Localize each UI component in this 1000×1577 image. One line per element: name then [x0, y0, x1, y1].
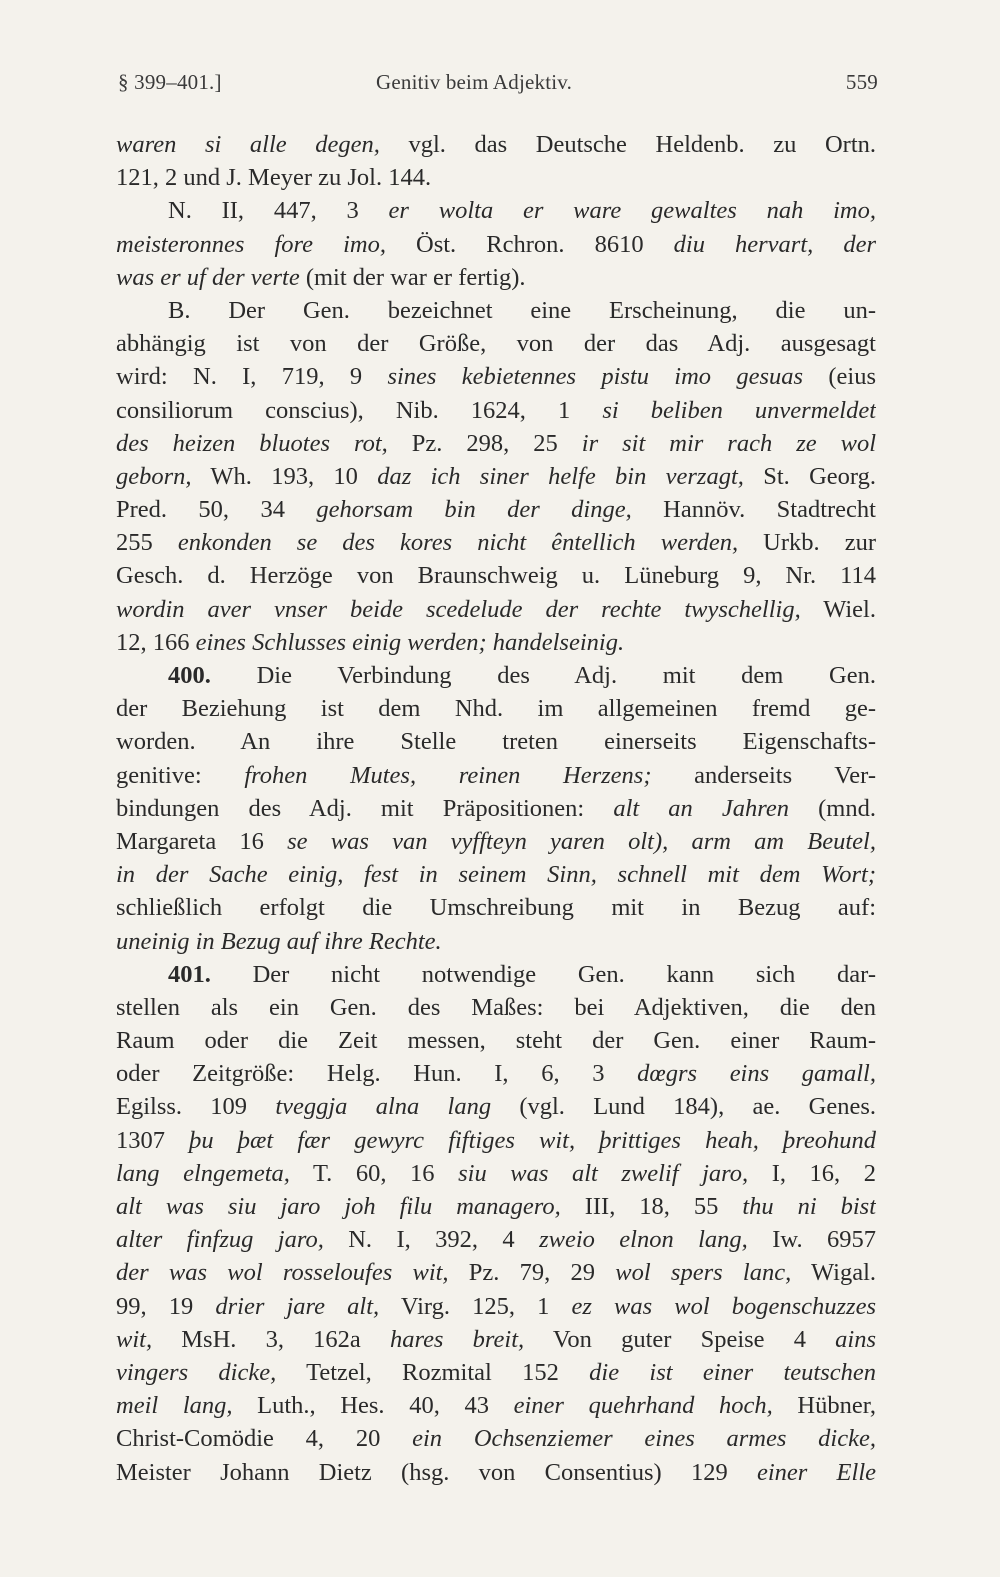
text-line	[116, 792, 876, 825]
italic-quotation: se was van vyffteyn yaren olt), arm am Beutel,	[287, 827, 876, 855]
italic-quotation: drier jare alt,	[215, 1292, 380, 1320]
text-line	[116, 958, 876, 991]
text-segment: Egilss. 109	[116, 1093, 276, 1121]
text-line	[116, 1090, 876, 1123]
text-line	[116, 891, 876, 924]
text-line	[116, 128, 876, 161]
italic-quotation: die ist einer teutschen	[589, 1358, 876, 1386]
text-line	[116, 460, 876, 493]
text-line	[116, 493, 876, 526]
text-segment: III, 18, 55	[560, 1193, 743, 1220]
text-segment: stellen als ein Gen. des Maßes: bei Adjektiven, die den	[116, 993, 876, 1021]
italic-quotation: der was wol rosseloufes wit,	[116, 1259, 449, 1287]
italic-quotation: er wolta er ware gewaltes nah imo,	[388, 197, 876, 225]
italic-quotation: hares breit,	[389, 1325, 525, 1353]
text-segment: Der nicht notwendige Gen. kann sich dar-	[210, 960, 876, 988]
italic-quotation: geborn,	[116, 462, 192, 490]
text-line	[116, 725, 876, 758]
text-segment: B. Der Gen. bezeichnet eine Erscheinung, die un-	[168, 296, 876, 324]
italic-quotation: ein Ochsenziemer eines armes dicke,	[412, 1425, 876, 1453]
text-segment: 255	[116, 529, 178, 557]
text-line	[116, 1456, 876, 1489]
italic-quotation: sines kebietennes pistu imo gesuas	[387, 363, 804, 391]
italic-quotation: gehorsam bin der dinge,	[316, 496, 632, 524]
text-line	[116, 294, 876, 327]
text-segment: Meister Johann Dietz (hsg. von Consentius) 129	[116, 1458, 757, 1486]
italic-quotation: lang elngemeta,	[116, 1159, 290, 1187]
text-segment: abhängig ist von der Größe, von der das Adj. ausgesagt	[116, 330, 876, 358]
text-line	[116, 1290, 876, 1323]
text-segment: (mnd.	[789, 794, 876, 822]
text-segment: Wh. 193, 10	[191, 462, 378, 490]
text-line	[116, 327, 876, 360]
italic-quotation: meil lang,	[116, 1392, 233, 1420]
text-line	[116, 593, 876, 626]
italic-quotation: daz ich siner helfe bin verzagt,	[377, 462, 744, 490]
text-segment: (eius	[803, 363, 876, 391]
text-segment: Tetzel, Rozmital 152	[276, 1358, 590, 1386]
text-segment: worden. An ihre Stelle treten einerseits Eigenschafts-	[116, 728, 876, 756]
italic-quotation: einer quehrhand hoch,	[513, 1392, 773, 1420]
text-segment: wird: N. I, 719, 9	[116, 363, 388, 391]
text-line	[116, 626, 876, 659]
text-segment: 99, 19	[116, 1292, 216, 1320]
text-line	[116, 659, 876, 692]
text-line	[116, 759, 876, 792]
text-line	[116, 1057, 876, 1090]
text-segment: Öst. Rchron. 8610	[385, 230, 674, 258]
italic-quotation: tveggja alna lang	[275, 1093, 492, 1121]
text-segment: anderseits Ver-	[651, 761, 876, 789]
text-line	[116, 825, 876, 858]
italic-quotation: enkonden se des kores nicht êntellich werden,	[177, 529, 739, 557]
text-segment: bindungen des Adj. mit Präpositionen:	[116, 794, 614, 822]
text-line	[116, 692, 876, 725]
text-segment: consiliorum conscius), Nib. 1624, 1	[116, 396, 603, 424]
text-segment: Iw. 6957	[747, 1226, 876, 1254]
italic-quotation: thu ni bist	[742, 1193, 876, 1220]
text-segment: 12, 166	[116, 628, 196, 656]
text-segment: Raum oder die Zeit messen, steht der Gen. einer Raum-	[116, 1027, 876, 1055]
text-line	[116, 1422, 876, 1455]
text-line	[116, 1356, 876, 1389]
text-segment: (vgl. Lund 184), ae. Genes.	[491, 1093, 876, 1121]
text-segment: Virg. 125, 1	[379, 1292, 572, 1320]
text-line	[116, 360, 876, 393]
italic-quotation: wit,	[116, 1325, 153, 1353]
text-line	[116, 228, 876, 261]
italic-quotation: si beliben unvermeldet	[602, 396, 876, 424]
italic-quotation: dœgrs eins gamall,	[637, 1060, 876, 1088]
text-segment: (mit der war er fertig).	[299, 263, 526, 291]
italic-quotation: waren si alle degen,	[116, 131, 380, 158]
text-line	[116, 261, 876, 294]
text-segment: Christ-Comödie 4, 20	[116, 1425, 413, 1453]
text-segment: I, 16, 2	[748, 1159, 876, 1187]
italic-quotation: þu þæt fær gewyrc fiftiges wit, þrittiges heah, þreohund	[189, 1126, 876, 1154]
text-segment: Gesch. d. Herzöge von Braunschweig u. Lüneburg 9, Nr. 114	[116, 562, 876, 590]
text-segment: Von guter Speise 4	[524, 1325, 836, 1353]
italic-quotation: uneinig in Bezug auf ihre Rechte.	[116, 927, 442, 955]
text-segment: Luth., Hes. 40, 43	[232, 1392, 514, 1420]
text-segment: MsH. 3, 162a	[152, 1325, 390, 1353]
text-line	[116, 991, 876, 1024]
page-number: 559	[845, 70, 878, 94]
text-line	[116, 1223, 876, 1256]
italic-quotation: des heizen bluotes rot,	[116, 429, 388, 457]
italic-quotation: meisteronnes fore imo,	[116, 230, 386, 258]
italic-quotation: diu hervart, der	[673, 230, 876, 258]
italic-quotation: ez was wol bogenschuzzes	[571, 1292, 876, 1320]
text-segment: Urkb. zur	[738, 529, 876, 557]
text-segment: der Beziehung ist dem Nhd. im allgemeinen fremd ge-	[116, 695, 876, 723]
text-line	[116, 1256, 876, 1289]
text-segment: Wigal.	[791, 1259, 876, 1287]
text-segment: Pred. 50, 34	[116, 496, 317, 524]
text-segment: schließlich erfolgt die Umschreibung mit in Bezug auf:	[116, 894, 876, 922]
text-segment: 121, 2 und J. Meyer zu Jol. 144.	[116, 164, 432, 192]
section-number: 401.	[168, 960, 211, 988]
text-line	[116, 858, 876, 891]
text-line	[116, 1157, 876, 1190]
running-header	[118, 70, 878, 104]
italic-quotation: ains	[835, 1325, 876, 1353]
text-line	[116, 559, 876, 592]
italic-quotation: in der Sache einig, fest in seinem Sinn, schnell mit dem Wort;	[116, 861, 876, 889]
text-segment: Die Verbindung des Adj. mit dem Gen.	[210, 662, 876, 689]
italic-quotation: siu was alt zwelif jaro,	[458, 1159, 749, 1187]
text-line	[116, 1389, 876, 1422]
italic-quotation: wordin aver vnser beide scedelude der rechte twyschellig,	[116, 595, 801, 623]
text-segment: 1307	[116, 1126, 190, 1154]
text-segment: Pz. 298, 25	[387, 429, 582, 457]
text-segment: Hannöv. Stadtrecht	[631, 496, 876, 524]
running-title: Genitiv beim Adjektiv.	[376, 70, 573, 94]
italic-quotation: alter finfzug jaro,	[116, 1226, 324, 1254]
italic-quotation: zweio elnon lang,	[539, 1226, 748, 1254]
text-line	[116, 526, 876, 559]
text-segment: Wiel.	[800, 595, 876, 623]
text-segment: genitive:	[116, 761, 245, 789]
text-line	[116, 1323, 876, 1356]
italic-quotation: was er uf der verte	[116, 263, 300, 291]
text-line	[116, 161, 876, 194]
section-number: 400.	[168, 662, 211, 689]
text-line	[116, 427, 876, 460]
section-range: § 399–401.]	[118, 70, 222, 94]
text-segment: vgl. das Deutsche Heldenb. zu Ortn.	[379, 131, 876, 158]
italic-quotation: alt an Jahren	[613, 794, 790, 822]
page-body-text	[116, 128, 876, 1489]
text-line	[116, 394, 876, 427]
text-segment: Hübner,	[772, 1392, 876, 1420]
text-segment: oder Zeitgröße: Helg. Hun. I, 6, 3	[116, 1060, 638, 1088]
text-line	[116, 194, 876, 227]
text-segment: Pz. 79, 29	[448, 1259, 616, 1287]
italic-quotation: ir sit mir rach ze wol	[581, 429, 876, 457]
text-segment: Margareta 16	[116, 827, 288, 855]
text-segment: St. Georg.	[743, 462, 876, 490]
italic-quotation: eines Schlusses einig werden; handelseinig.	[195, 628, 625, 656]
italic-quotation: vingers dicke,	[116, 1358, 277, 1386]
italic-quotation: alt was siu jaro joh filu managero,	[116, 1193, 561, 1220]
text-segment: N. I, 392, 4	[323, 1226, 540, 1254]
text-segment: T. 60, 16	[289, 1159, 459, 1187]
text-line	[116, 1190, 876, 1223]
italic-quotation: frohen Mutes, reinen Herzens;	[244, 761, 652, 789]
text-line	[116, 1024, 876, 1057]
italic-quotation: wol spers lanc,	[615, 1259, 792, 1287]
italic-quotation: einer Elle	[756, 1458, 876, 1486]
text-segment: N. II, 447, 3	[168, 197, 389, 225]
text-line	[116, 1124, 876, 1157]
text-line	[116, 925, 876, 958]
